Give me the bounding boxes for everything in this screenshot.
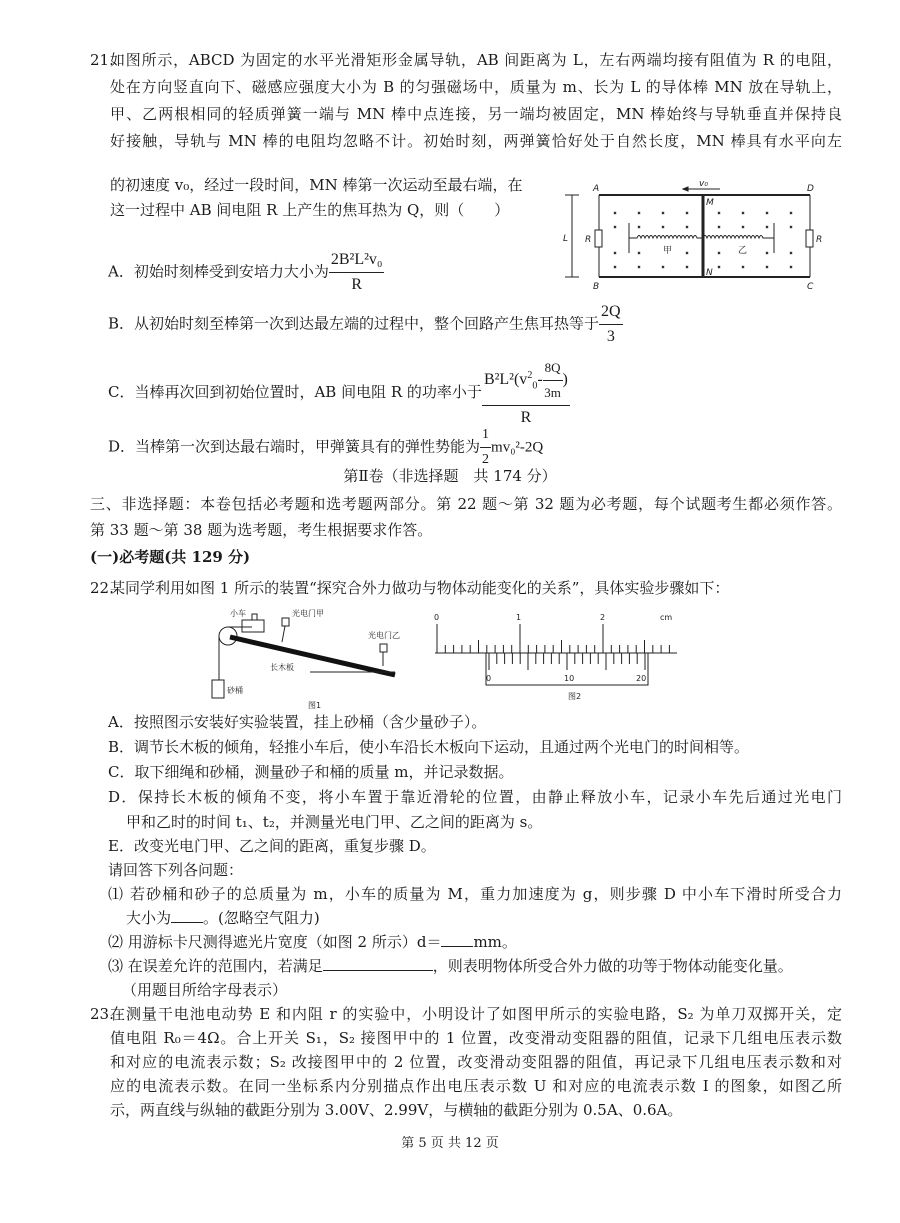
magnetic-field-dot xyxy=(790,226,792,228)
label-board: 长木板 xyxy=(270,663,294,672)
q2-tail: mm。 xyxy=(473,933,517,951)
label-l: L xyxy=(563,234,569,244)
label-n: N xyxy=(706,268,713,278)
magnetic-field-dot xyxy=(766,226,768,228)
inner-num: 8Q xyxy=(543,358,563,381)
magnetic-field-dot xyxy=(742,266,744,268)
q23-line: 应的电流表示数。在同一坐标系内分别描点作出电压表示数 U 和对应的电流表示数 I 的图象，如图乙所 xyxy=(110,1077,842,1095)
vernier-20: 20 xyxy=(636,674,647,683)
numerator xyxy=(482,358,570,406)
vernier-0: 0 xyxy=(486,674,492,683)
magnetic-field-dot xyxy=(638,212,640,214)
option-d-tail: mv₀²-2Q xyxy=(491,439,544,456)
option-b[interactable] xyxy=(108,302,623,347)
option-d-fraction xyxy=(480,425,491,470)
option-c-formula xyxy=(482,358,570,428)
figure-2-caption: 图2 xyxy=(568,692,582,701)
magnetic-field-dot xyxy=(662,266,664,268)
label-cart: 小车 xyxy=(230,609,246,618)
magnetic-field-dot xyxy=(766,212,768,214)
q21-number: 21. xyxy=(90,51,114,69)
figure-1-caption: 图1 xyxy=(308,701,322,710)
magnetic-field-dot xyxy=(638,226,640,228)
q1-tail: 。(忽略空气阻力) xyxy=(203,909,320,927)
question-3-note: （用题目所给字母表示） xyxy=(122,981,288,999)
num-pre: B²L²(v xyxy=(483,371,528,389)
magnetic-field-dot xyxy=(718,266,720,268)
answer-blank-3[interactable] xyxy=(323,956,433,971)
label-spring-yi: 乙 xyxy=(738,246,748,256)
magnetic-field-dot xyxy=(686,226,688,228)
unit-cm: cm xyxy=(660,613,673,622)
label-a: A xyxy=(593,184,600,194)
option-a[interactable] xyxy=(108,250,384,295)
q23-line: 在测量干电池电动势 E 和内阻 r 的实验中，小明设计了如图甲所示的实验电路，S₂ 为单刀双掷开关，定 xyxy=(110,1005,842,1023)
magnetic-field-dot xyxy=(614,226,616,228)
magnetic-field-dot xyxy=(718,212,720,214)
magnetic-field-dot xyxy=(638,252,640,254)
q22-intro: 某同学利用如图 1 所示的装置“探究合外力做功与物体动能变化的关系”，具体实验步骤如下： xyxy=(110,579,730,597)
q21-line: 的初速度 v₀，经过一段时间，MN 棒第一次运动至最右端，在 xyxy=(110,176,523,194)
page-footer: 第 5 页 共 12 页 xyxy=(401,1136,499,1151)
option-c-text: C．当棒再次回到初始位置时，AB 间电阻 R 的功率小于 xyxy=(108,383,482,401)
q3-tail: ，则表明物体所受合外力做的功等于物体动能变化量。 xyxy=(432,957,793,975)
section-2-title: 第Ⅱ卷（非选择题 共 174 分） xyxy=(343,467,557,485)
step-b: B．调节长木板的倾角，轻推小车后，使小车沿长木板向下运动，且通过两个光电门的时间相等。 xyxy=(108,738,750,756)
q1-text: 大小为 xyxy=(126,909,172,927)
inner-fraction xyxy=(543,358,563,403)
q21-line: 处在方向竖直向下、磁感应强度大小为 B 的匀强磁场中，质量为 m、长为 L 的导体棒 MN 放在导轨上， xyxy=(110,78,842,96)
vernier-10: 10 xyxy=(564,674,575,683)
denominator: 2 xyxy=(482,452,490,467)
q21-line: 甲、乙两根相同的轻质弹簧一端与 MN 棒中点连接，另一端均被固定，MN 棒始终与导轨垂直并保持良 xyxy=(110,105,842,123)
q21-line: 这一过程中 AB 间电阻 R 上产生的焦耳热为 Q，则（ ） xyxy=(110,201,510,219)
label-r-right: R xyxy=(816,235,823,245)
magnetic-field-dot xyxy=(718,252,720,254)
magnetic-field-dot xyxy=(766,252,768,254)
q22-number: 22. xyxy=(90,579,114,597)
label-m: M xyxy=(706,198,714,208)
label-bucket: 砂桶 xyxy=(227,686,243,695)
q23-line: 和对应的电流表示数；S₂ 改接图甲中的 2 位置，改变滑动变阻器的阻值，再记录下几组电压表示数和对 xyxy=(110,1053,842,1071)
question-3 xyxy=(108,956,793,976)
magnetic-field-dot xyxy=(686,266,688,268)
denominator: R xyxy=(351,276,362,293)
question-2 xyxy=(108,932,517,952)
magnetic-field-dot xyxy=(662,212,664,214)
label-c: C xyxy=(807,282,814,292)
step-d-cont: 甲和乙时的时间 t₁、t₂，并测量光电门甲、乙之间的距离为 s。 xyxy=(126,813,543,831)
label-spring-jia: 甲 xyxy=(663,246,673,256)
magnetic-field-dot xyxy=(766,266,768,268)
magnetic-field-dot xyxy=(790,266,792,268)
num-post: ) xyxy=(562,371,568,389)
answer-blank-2[interactable] xyxy=(441,932,473,947)
required-heading: (一)必考题(共 129 分) xyxy=(90,548,251,566)
magnetic-field-dot xyxy=(614,266,616,268)
option-b-text: B．从初始时刻至棒第一次到达最左端的过程中，整个回路产生焦耳热等于 xyxy=(108,314,600,333)
prompt: 请回答下列各问题： xyxy=(108,861,244,879)
label-r-left: R xyxy=(585,235,592,245)
option-d-text: D．当棒第一次到达最右端时，甲弹簧具有的弹性势能为 xyxy=(108,437,481,456)
main-scale-0: 0 xyxy=(434,613,440,622)
label-b: B xyxy=(593,282,600,292)
magnetic-field-dot xyxy=(790,252,792,254)
num-sub: 0 xyxy=(532,380,538,392)
magnetic-field-dot xyxy=(742,212,744,214)
figure-2-vernier-caliper xyxy=(432,610,682,702)
q21-line: 好接触，导轨与 MN 棒的电阻均忽略不计。初始时刻，两弹簧恰好处于自然长度，MN 棒具有水平向左 xyxy=(110,132,842,150)
option-b-formula xyxy=(599,302,623,347)
label-gate-2: 光电门乙 xyxy=(368,631,400,640)
magnetic-field-dot xyxy=(686,252,688,254)
magnetic-field-dot xyxy=(614,252,616,254)
q23-line: 值电阻 R₀＝4Ω。合上开关 S₁，S₂ 接图甲中的 1 位置，改变滑动变阻器的阻值，记录下几组电压表示数 xyxy=(110,1029,842,1047)
q2-text: ⑵ 用游标卡尺测得遮光片宽度（如图 2 所示）d＝ xyxy=(108,933,442,951)
section-3-line: 三、非选择题：本卷包括必考题和选考题两部分。第 22 题～第 32 题为必考题，每个试题考生都必须作答。 xyxy=(90,495,842,513)
magnetic-field-dot xyxy=(614,212,616,214)
question-1: ⑴ 若砂桶和砂子的总质量为 m，小车的质量为 M，重力加速度为 g，则步骤 D 中小车下滑时所受合力 xyxy=(108,885,842,903)
step-c: C．取下细绳和砂桶，测量砂子和桶的质量 m，并记录数据。 xyxy=(108,763,514,781)
label-d: D xyxy=(807,184,814,194)
main-scale-2: 2 xyxy=(600,613,606,622)
magnetic-field-dot xyxy=(718,226,720,228)
numerator: 1 xyxy=(480,425,491,448)
option-a-text: A．初始时刻棒受到安培力大小为 xyxy=(108,262,329,281)
label-v0: v₀ xyxy=(699,179,708,189)
main-scale-1: 1 xyxy=(516,613,522,622)
label-gate-1: 光电门甲 xyxy=(292,609,324,618)
step-d: D．保持长木板的倾角不变，将小车置于靠近滑轮的位置，由静止释放小车，记录小车先后通过光电门 xyxy=(108,788,842,806)
step-a: A．按照图示安装好实验装置，挂上砂桶（含少量砂子）。 xyxy=(108,713,487,731)
step-e: E．改变光电门甲、乙之间的距离，重复步骤 D。 xyxy=(108,837,436,855)
q21-line: 如图所示，ABCD 为固定的水平光滑矩形金属导轨，AB 间距离为 L，左右两端均接有阻值为 R 的电阻， xyxy=(110,51,842,69)
numerator: 2B²L²v₀ xyxy=(329,250,385,273)
section-3-line: 第 33 题～第 38 题为选考题，考生根据要求作答。 xyxy=(90,521,433,539)
q23-number: 23. xyxy=(90,1005,114,1023)
denominator: 3 xyxy=(606,328,615,345)
magnetic-field-dot xyxy=(662,226,664,228)
numerator: 2Q xyxy=(599,302,623,325)
question-1-cont xyxy=(126,908,320,928)
option-c[interactable] xyxy=(108,358,570,428)
inner-den: 3m xyxy=(544,385,561,400)
magnetic-field-dot xyxy=(742,226,744,228)
option-d[interactable] xyxy=(108,425,543,470)
denominator: R xyxy=(520,409,532,426)
figure-1-apparatus xyxy=(200,608,428,712)
q23-line: 示，两直线与纵轴的截距分别为 3.00V、2.99V，与横轴的截距分别为 0.5A、0.6A。 xyxy=(110,1101,683,1119)
rail-circuit-figure xyxy=(555,175,830,295)
magnetic-field-dot xyxy=(638,266,640,268)
num-minus: - xyxy=(537,371,543,389)
num-sup: 2 xyxy=(527,369,533,381)
magnetic-field-dot xyxy=(790,212,792,214)
answer-blank-1[interactable] xyxy=(171,908,203,923)
q3-text: ⑶ 在误差允许的范围内，若满足 xyxy=(108,957,323,975)
option-a-formula xyxy=(329,250,385,295)
magnetic-field-dot xyxy=(686,212,688,214)
